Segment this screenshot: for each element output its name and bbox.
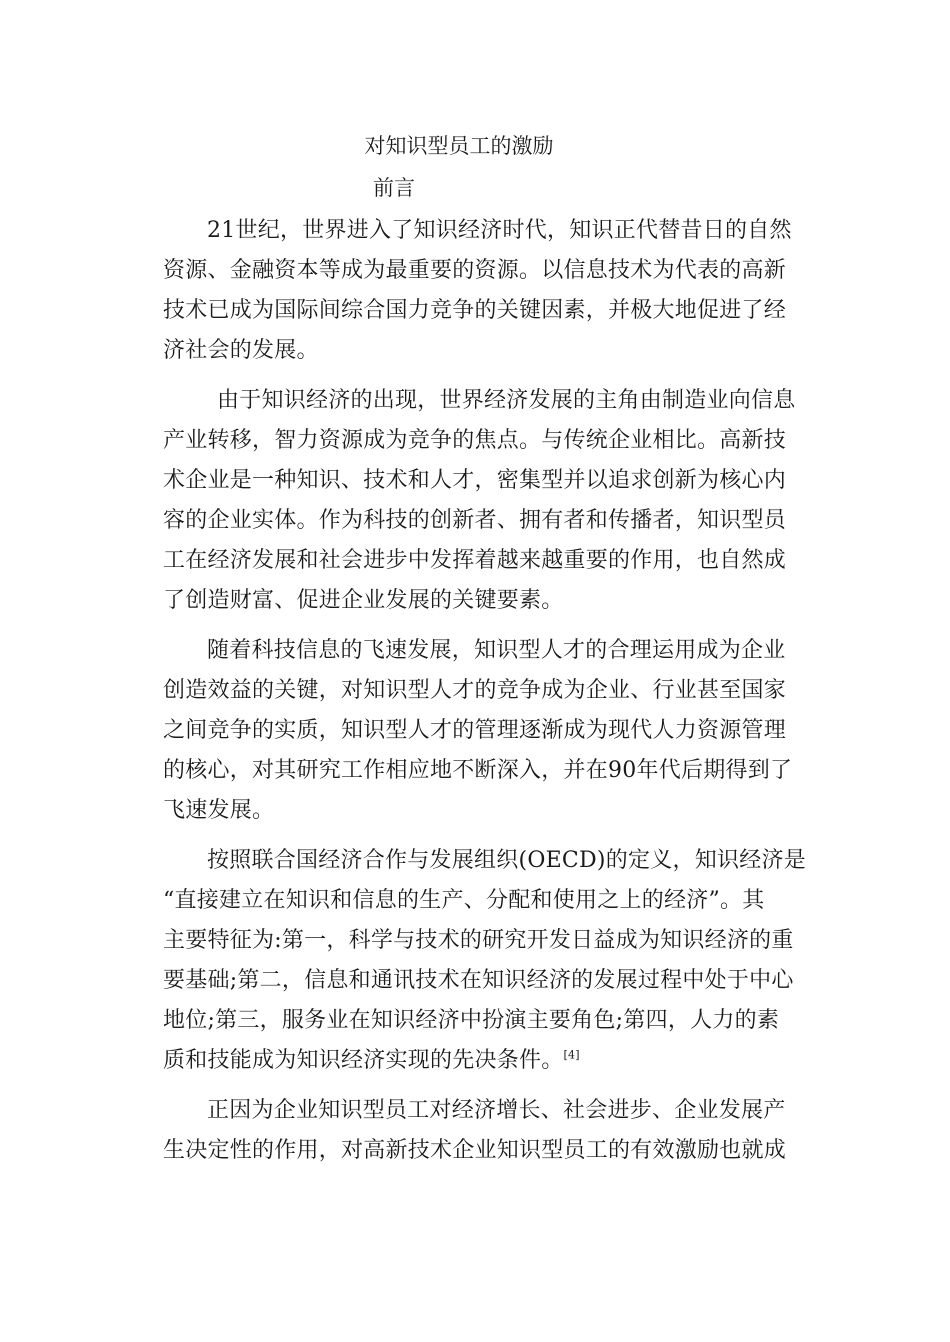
text-line: 术企业是一种知识、技术和人才，密集型并以追求创新为核心内 xyxy=(163,468,787,493)
text-line: 21世纪，世界进入了知识经济时代，知识正代替昔日的自然 xyxy=(207,218,792,243)
text-line: 容的企业实体。作为科技的创新者、拥有者和传播者，知识型员 xyxy=(163,508,787,533)
document-title: 对知识型员工的激励 xyxy=(364,134,554,158)
text-line: 质和技能成为知识经济实现的先决条件。 xyxy=(163,1048,564,1073)
text-line-with-citation xyxy=(163,1041,788,1081)
text-line: 之间竞争的实质，知识型人才的管理逐渐成为现代人力资源管理 xyxy=(163,718,787,743)
paragraph xyxy=(163,631,793,831)
text-line: 的核心，对其研究工作相应地不断深入，并在90年代后期得到了 xyxy=(163,758,793,783)
text-line: “直接建立在知识和信息的生产、分配和使用之上的经济”。其 xyxy=(163,888,765,913)
text-line: 资源、金融资本等成为最重要的资源。以信息技术为代表的高新 xyxy=(163,258,787,283)
text-line: 按照联合国经济合作与发展组织(OECD)的定义，知识经济是 xyxy=(207,848,806,873)
text-line: 了创造财富、促进企业发展的关键要素。 xyxy=(163,588,564,613)
section-heading: 前言 xyxy=(373,176,415,200)
text-line: 正因为企业知识型员工对经济增长、社会进步、企业发展产 xyxy=(207,1098,786,1123)
paragraph xyxy=(163,381,796,621)
text-line: 主要特征为:第一，科学与技术的研究开发日益成为知识经济的重 xyxy=(163,928,794,953)
text-line: 随着科技信息的飞速发展，知识型人才的合理运用成为企业 xyxy=(207,638,786,663)
body-text xyxy=(163,211,806,1181)
text-line: 生决定性的作用，对高新技术企业知识型员工的有效激励也就成 xyxy=(163,1138,787,1163)
text-line: 创造效益的关键，对知识型人才的竞争成为企业、行业甚至国家 xyxy=(163,678,787,703)
text-line: 飞速发展。 xyxy=(163,798,275,823)
text-line: 技术已成为国际间综合国力竞争的关键因素，并极大地促进了经 xyxy=(163,298,787,323)
paragraph xyxy=(163,211,792,371)
text-line: 由于知识经济的出现，世界经济发展的主角由制造业向信息 xyxy=(217,388,796,413)
text-line: 工在经济发展和社会进步中发挥着越来越重要的作用，也自然成 xyxy=(163,548,787,573)
paragraph xyxy=(163,841,806,1081)
paragraph xyxy=(163,1091,788,1171)
citation-reference: [4] xyxy=(563,1048,580,1062)
text-line: 地位;第三，服务业在知识经济中扮演主要角色;第四，人力的素 xyxy=(163,1008,780,1033)
text-line: 济社会的发展。 xyxy=(163,338,319,363)
text-line: 产业转移，智力资源成为竞争的焦点。与传统企业相比。高新技 xyxy=(163,428,787,453)
text-line: 要基础;第二，信息和通讯技术在知识经济的发展过程中处于中心 xyxy=(163,968,794,993)
